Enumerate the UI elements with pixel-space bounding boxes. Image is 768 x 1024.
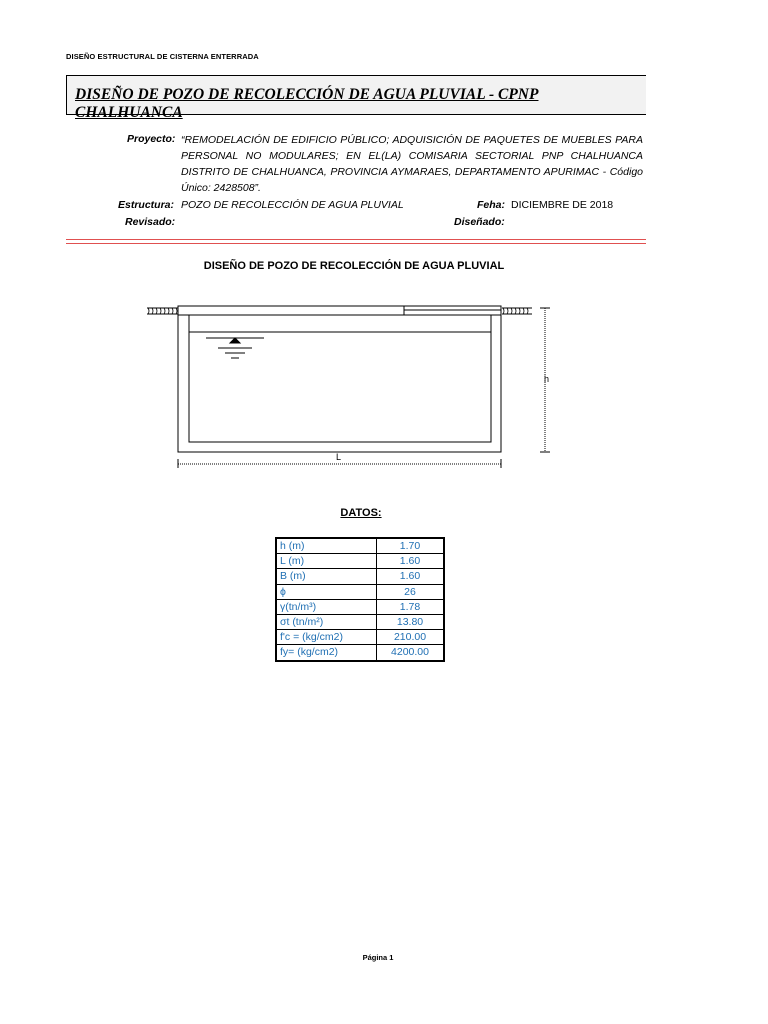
datos-key: γ(tn/m³) — [276, 599, 377, 614]
table-row — [276, 569, 444, 584]
datos-value: 26 — [377, 584, 445, 599]
revisado-label: Revisado: — [125, 216, 176, 228]
disenado-label: Diseñado: — [454, 216, 505, 228]
section-title: DISEÑO DE POZO DE RECOLECCIÓN DE AGUA PLUVIAL — [203, 260, 505, 272]
datos-value: 210.00 — [377, 630, 445, 645]
divider-line — [66, 243, 646, 244]
datos-title: DATOS: — [340, 507, 382, 519]
proyecto-value: “REMODELACIÓN DE EDIFICIO PÚBLICO; ADQUISICIÓN DE PAQUETES DE MUEBLES PARA PERSONAL NO MODULARES; EN EL(LA) COMISARIA SECTORIAL PNP CHALHUANCA DISTRITO DE CHALHUANCA, PROVINCIA AYMARAES, DEPARTAMENTO APURIMAC - Código Único: 2428508”. — [181, 134, 643, 194]
datos-value: 13.80 — [377, 614, 445, 629]
title-box — [66, 75, 646, 121]
datos-value: 1.60 — [377, 569, 445, 584]
datos-value: 4200.00 — [377, 645, 445, 661]
table-row — [276, 630, 444, 645]
datos-key: h (m) — [276, 538, 377, 554]
fecha-label: Feha: — [477, 199, 506, 211]
datos-key: fy= (kg/cm2) — [276, 645, 377, 661]
tank-inner-wall — [189, 315, 491, 442]
page-title: DISEÑO DE POZO DE RECOLECCIÓN DE AGUA PLUVIAL - CPNP CHALHUANCA — [75, 86, 539, 121]
estructura-label: Estructura: — [118, 199, 175, 211]
water-level-icon — [206, 338, 264, 358]
ground-hatch-left — [147, 308, 178, 314]
tank-diagram — [140, 296, 560, 471]
datos-value: 1.60 — [377, 554, 445, 569]
height-label: h — [544, 374, 550, 384]
document-header: DISEÑO ESTRUCTURAL DE CISTERNA ENTERRADA — [66, 52, 259, 61]
datos-value: 1.70 — [377, 538, 445, 554]
table-row — [276, 554, 444, 569]
table-row — [276, 599, 444, 614]
datos-key: B (m) — [276, 569, 377, 584]
datos-key: ϕ — [276, 584, 377, 599]
tank-outer-wall — [178, 306, 501, 452]
table-row — [276, 538, 444, 554]
tank-lid — [178, 306, 404, 315]
datos-key: L (m) — [276, 554, 377, 569]
table-row — [276, 645, 444, 661]
table-row — [276, 614, 444, 629]
proyecto-label: Proyecto: — [127, 133, 176, 145]
datos-key: σt (tn/m²) — [276, 614, 377, 629]
table-row — [276, 584, 444, 599]
datos-key: f'c = (kg/cm2) — [276, 630, 377, 645]
estructura-value: POZO DE RECOLECCIÓN DE AGUA PLUVIAL — [181, 199, 404, 211]
divider-line — [66, 239, 646, 240]
length-label: L — [336, 452, 342, 462]
page-number: Página 1 — [362, 953, 394, 962]
ground-hatch-right — [502, 308, 532, 314]
fecha-value: DICIEMBRE DE 2018 — [511, 199, 614, 211]
datos-table — [275, 537, 445, 662]
datos-value: 1.78 — [377, 599, 445, 614]
